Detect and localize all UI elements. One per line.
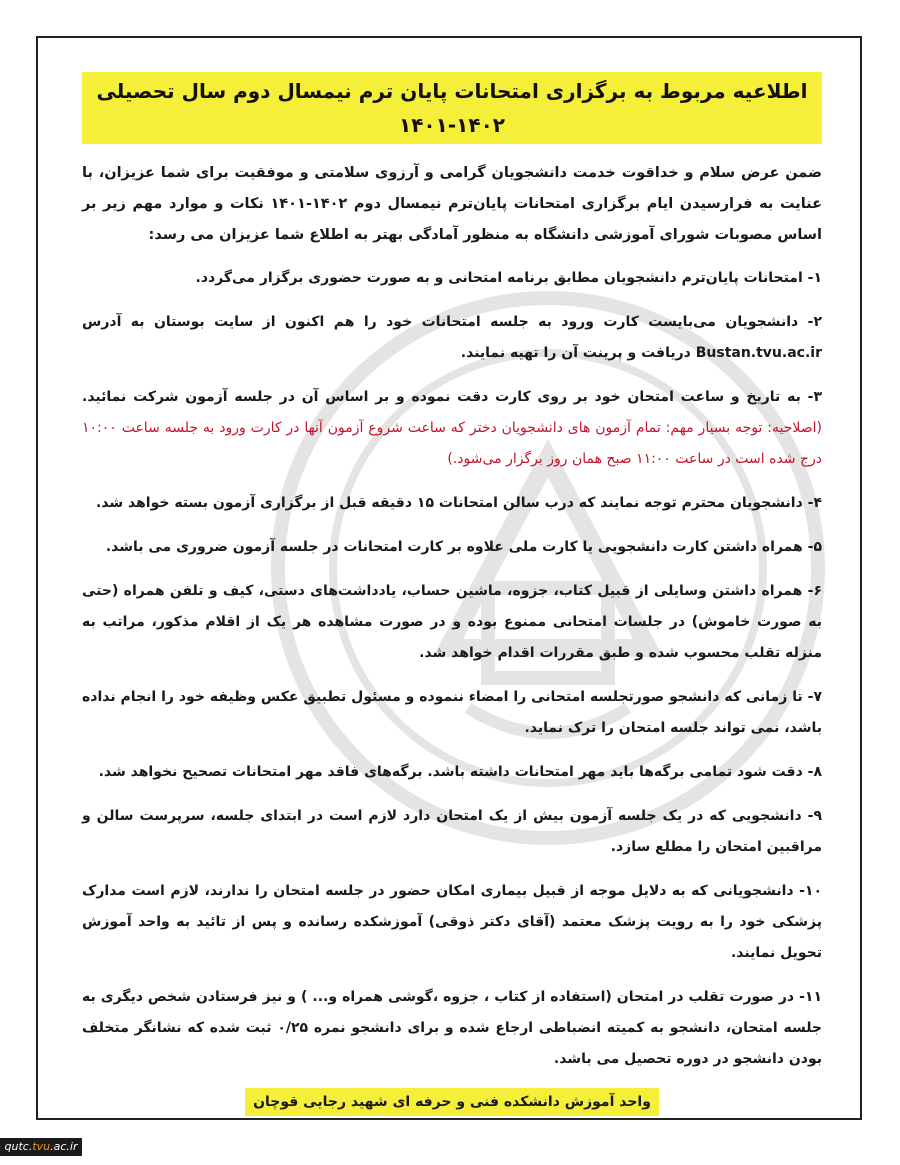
list-item [82, 801, 822, 863]
list-item [82, 876, 822, 969]
list-item [82, 263, 822, 294]
list-item [82, 488, 822, 519]
site-url-badge[interactable] [0, 1138, 82, 1156]
badge-prefix: qutc. [4, 1140, 33, 1153]
item-text: ۴- دانشجویان محترم توجه نمایند که درب سالن امتحانات ۱۵ دقیقه قبل از برگزاری آزمون بسته خواهد شد. [95, 495, 822, 511]
item-text: ۲- دانشجویان می‌بایست کارت ورود به جلسه امتحانات خود را هم اکنون از سایت بوستان به آدرس Bustan.tvu.ac.ir دریافت و پرینت آن را تهیه نمایند. [82, 314, 822, 361]
footer-block [82, 1088, 822, 1116]
item-text: ۳- به تاریخ و ساعت امتحان خود بر روی کارت دقت نموده و بر اساس آن در جلسه آزمون شرکت نمائید. [82, 389, 822, 405]
item-text: ۷- تا زمانی که دانشجو صورتجلسه امتحانی را امضاء ننموده و مسئول تطبیق عکس وظیفه خود را انجام نداده باشد، نمی تواند جلسه امتحان را ترک نماید. [82, 689, 822, 736]
list-item [82, 532, 822, 563]
item-text: ۶- همراه داشتن وسایلی از قبیل کتاب، جزوه، ماشین حساب، یادداشت‌های دستی، کیف و تلفن همراه (حتی به صورت خاموش) در جلسات امتحانی ممنوع بوده و در صورت مشاهده هر یک از اقلام مذکور، مراتب به منزله تقلب محسوب شده و طبق مقررات اقدام خواهد شد. [82, 583, 822, 661]
item-text: ۱- امتحانات پایان‌ترم دانشجویان مطابق برنامه امتحانی و به صورت حضوری برگزار می‌گردد. [195, 270, 822, 286]
title-block [82, 72, 822, 144]
item-text: ۹- دانشجویی که در یک جلسه آزمون بیش از یک امتحان دارد لازم است در ابتدای جلسه، سرپرست سالن و مراقبین امتحان را مطلع سازد. [82, 808, 822, 855]
list-item [82, 307, 822, 369]
intro-paragraph: ضمن عرض سلام و خداقوت خدمت دانشجویان گرامی و آرزوی سلامتی و موفقیت برای شما عزیزان، با عنایت به فرارسیدن ایام برگزاری امتحانات پایان‌ترم نیمسال دوم ۱۴۰۲-۱۴۰۱ نکات و موارد مهم زیر بر اساس مصوبات شورای آموزشی دانشگاه به منظور آمادگی بهتر به اطلاع شما عزیزان می رسد: [82, 165, 823, 243]
item-text: ۸- دقت شود تمامی برگه‌ها باید مهر امتحانات داشته باشد. برگه‌های فاقد مهر امتحانات تصحیح نخواهد شد. [98, 764, 822, 780]
announcement-body [82, 38, 822, 1116]
list-item [82, 682, 822, 744]
badge-suffix: .ac.ir [50, 1140, 78, 1153]
correction-note: (اصلاحیه: توجه بسیار مهم: تمام آزمون های دانشجویان دختر که ساعت شروع آزمون آنها در کارت ورود به جلسه ساعت ۱۰:۰۰ درج شده است در ساعت ۱۱:۰۰ صبح همان روز برگزار می‌شود.) [82, 420, 822, 467]
announcement-title: اطلاعیه مربوط به برگزاری امتحانات پایان ترم نیمسال دوم سال تحصیلی ۱۴۰۲-۱۴۰۱ [82, 72, 822, 144]
badge-accent: tvu [32, 1140, 51, 1153]
item-text: ۱۱- در صورت تقلب در امتحان (استفاده از کتاب ، جزوه ،گوشی همراه و... ) و نیز فرستادن شخص دیگری به جلسه امتحان، دانشجو به کمیته انضباطی ارجاع شده و برای دانشجو نمره ۰/۲۵ ثبت شده که نشانگر متخلف بودن دانشجو در دوره تحصیل می باشد. [82, 989, 823, 1067]
list-item [82, 382, 822, 475]
list-item [82, 576, 822, 669]
issuer-signature: واحد آموزش دانشکده فنی و حرفه ای شهید رجایی قوچان [245, 1088, 659, 1116]
list-item [82, 982, 822, 1075]
list-item [82, 757, 822, 788]
item-text: ۵- همراه داشتن کارت دانشجویی یا کارت ملی علاوه بر کارت امتحانات در جلسه آزمون ضروری می باشد. [105, 539, 822, 555]
page-frame [36, 36, 862, 1120]
item-text: ۱۰- دانشجویانی که به دلایل موجه از قبیل بیماری امکان حضور در جلسه امتحان را ندارند، لازم است مدارک پزشکی خود را به رویت پزشک معتمد (آقای دکتر ذوقی) آموزشکده رسانده و پس از تائید به واحد آموزش تحویل نمایند. [82, 883, 822, 961]
